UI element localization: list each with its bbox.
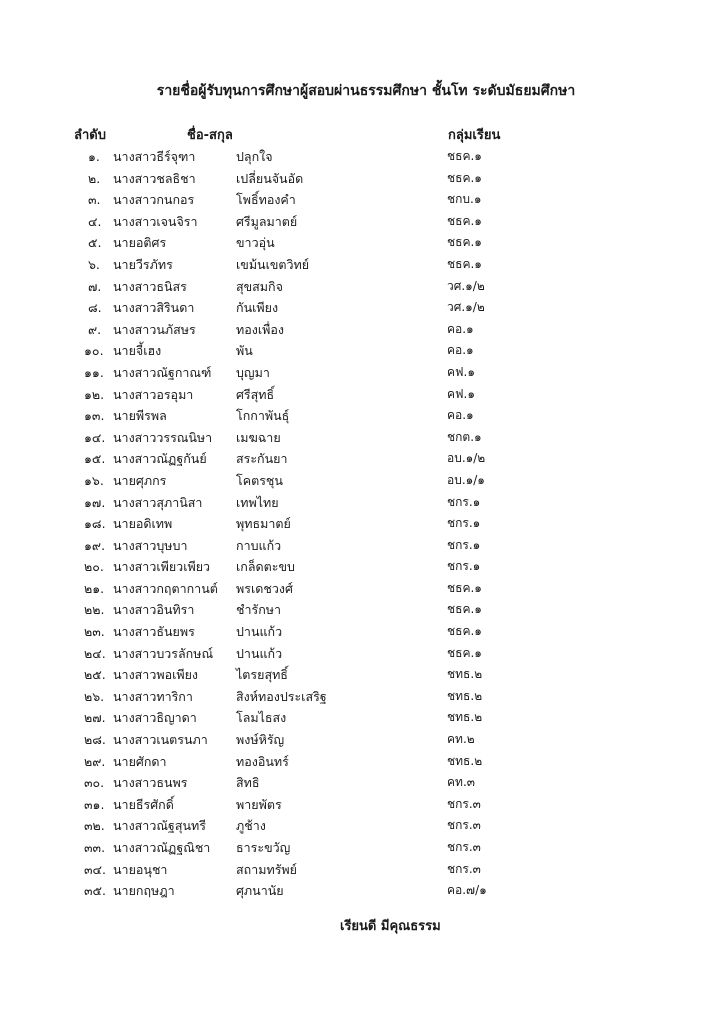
row-number: ๒๘. [84,732,106,748]
row-group: ชธค.๑ [447,149,482,163]
list-item [0,428,702,450]
list-item [0,881,702,903]
row-first-name: นางสาวธันยพร [113,624,195,640]
list-item [0,406,702,428]
list-item [0,298,702,320]
row-number: ๒๑. [84,580,105,596]
row-group: ชธค.๑ [447,624,482,639]
list-item [0,816,702,838]
list-item [0,795,702,817]
row-first-name: นางสาวบวรลักษณ์ [113,645,214,661]
row-group: ชกร.๑ [447,537,481,552]
row-number: ๖. [88,256,100,272]
row-group: ชทธ.๒ [447,710,483,725]
row-group: ชธค.๑ [447,602,482,617]
row-first-name: นางสาวเพียวเพียว [113,559,211,575]
header-name: ชื่อ-สกุล [187,128,233,143]
row-last-name: กาบแก้ว [236,537,282,553]
row-first-name: นางสาวณัฏฐณิชา [113,840,211,855]
list-item [0,320,702,342]
row-first-name: นางสาวณัฏฐกันย์ [113,451,207,467]
row-first-name: นายศักดา [113,753,167,769]
row-first-name: นางสาวเจนจิรา [113,213,198,229]
row-group: ชกร.๑ [447,559,481,574]
row-number: ๓๔. [84,861,106,877]
row-group: ชธค.๑ [447,235,482,250]
list-item [0,708,702,730]
row-group: ชกร.๑ [447,494,481,509]
row-number: ๒๐. [84,559,104,575]
row-number: ๗. [88,278,102,294]
row-group: ชธค.๑ [447,213,482,228]
row-group: ชทธ.๒ [447,688,483,703]
row-first-name: นางสาวเนตรนภา [113,732,208,748]
row-number: ๑๒. [84,386,105,402]
row-last-name: ปานแก้ว [236,645,283,661]
row-number: ๓. [88,192,101,208]
row-group: คท.๓ [447,775,475,790]
row-first-name: นางสาววรรณนิษา [113,429,213,445]
row-group: คท.๒ [447,732,475,747]
list-item [0,255,702,277]
row-number: ๘. [88,300,102,316]
row-group: อบ.๑/๒ [447,451,486,466]
row-first-name: นางสาวอินทิรา [113,602,195,618]
list-item [0,665,702,687]
row-last-name: สิทธิ [236,775,260,791]
row-last-name: เขม้นเขตวิทย์ [236,256,310,272]
list-item [0,341,702,363]
list-item [0,536,702,558]
row-last-name: สิงห์ทองประเสริฐ [236,688,327,704]
list-item [0,233,702,255]
row-last-name: บุญมา [236,364,270,380]
row-first-name: นางสาวสุภานิสา [113,494,203,510]
row-group: ชทธ.๒ [447,667,483,682]
row-last-name: เกล็ดตะขบ [236,559,295,575]
row-first-name: นายศุภกร [113,472,167,488]
row-first-name: นางสาวทาริกา [113,688,193,704]
row-group: ชกร.๓ [447,818,481,833]
row-last-name: โพธิ์ทองคำ [236,192,296,208]
row-first-name: นางสาวธนพร [113,775,188,791]
row-first-name: นางสาวธีร์จุฑา [113,149,196,164]
row-last-name: พัน [236,343,253,359]
row-number: ๒๔. [84,645,106,661]
row-number: ๑๖. [84,472,104,488]
row-group: คฟ.๑ [447,364,475,379]
row-number: ๑๙. [84,537,106,553]
list-item [0,212,702,234]
row-number: ๓๒. [84,818,105,834]
row-group: คอ.๑ [447,408,474,423]
row-number: ๓๓. [84,840,106,855]
list-item [0,600,702,622]
row-last-name: ศุภนานัย [236,883,284,899]
row-number: ๒๖. [84,688,105,704]
row-last-name: ชำรักษา [236,602,282,618]
list-item [0,449,702,471]
row-last-name: พายพัตร [236,796,282,812]
row-last-name: ทองอินทร์ [236,753,289,769]
row-first-name: นายจี้เฮง [113,343,162,359]
row-first-name: นางสาวชลธิชา [113,170,196,186]
row-first-name: นางสาวธิญาดา [113,710,197,726]
row-group: คอ.๑ [447,343,474,358]
row-group: ชกร.๓ [447,861,481,876]
row-first-name: นางสาวธนิสร [113,278,187,294]
row-number: ๑๔. [84,429,106,445]
row-last-name: ปานแก้ว [236,624,283,640]
row-group: ชกร.๑ [447,516,481,531]
row-number: ๒๕. [84,667,106,683]
document-title: รายชื่อผู้รับทุนการศึกษาผู้สอบผ่านธรรมศึกษา ชั้นโท ระดับมัธยมศึกษา [156,83,576,99]
row-number: ๑๑. [84,364,104,380]
row-first-name: นางสาวสิรินดา [113,300,195,316]
list-item [0,838,702,860]
recipient-list [0,147,702,903]
row-group: ชกร.๓ [447,796,481,811]
row-first-name: นางสาวกนกอร [113,192,195,208]
row-last-name: พุทธมาตย์ [236,516,291,532]
row-number: ๓๐. [84,775,105,791]
list-item [0,773,702,795]
row-number: ๒๙. [84,753,106,769]
row-number: ๒. [88,170,101,186]
row-last-name: สถามทรัพย์ [236,861,297,877]
list-item [0,687,702,709]
row-last-name: เปลี่ยนจันอัด [236,170,304,186]
row-first-name: นายอดิเทพ [113,516,173,532]
row-first-name: นายพีรพล [113,408,167,424]
list-item [0,514,702,536]
row-last-name: กันเพียง [236,300,279,316]
row-first-name: นางสาวณัฐสุนทรี [113,818,206,834]
row-first-name: นายวีรภัทร [113,256,173,272]
header-group: กลุ่มเรียน [448,128,501,143]
row-last-name: โกกาพันธุ์ [236,408,290,424]
row-last-name: ทองเพื่อง [236,321,284,337]
list-item [0,860,702,882]
row-last-name: ปลุกใจ [236,149,273,164]
row-number: ๑๓. [84,408,105,424]
row-group: ชกร.๓ [447,840,481,854]
row-group: คอ.๗/๑ [447,883,487,898]
list-item [0,147,702,169]
list-item [0,363,702,385]
row-first-name: นางสาวกฤตากานต์ [113,580,218,596]
row-last-name: พรเดชวงศ์ [236,580,293,596]
row-last-name: โลมไธสง [236,710,287,726]
row-last-name: ขาวอุ่น [236,235,275,251]
row-last-name: ธาระขวัญ [236,840,291,855]
row-first-name: นายอนุชา [113,861,168,877]
row-first-name: นายกฤษฎา [113,883,175,899]
row-last-name: เทพไทย [236,494,279,510]
row-last-name: ไตรยสุทธิ์ [236,667,288,683]
row-number: ๑๗. [84,494,106,510]
row-last-name: สระกันยา [236,451,288,467]
row-last-name: สุขสมกิจ [236,278,283,294]
row-first-name: นายธีรศักดิ์ [113,796,174,812]
list-item [0,277,702,299]
row-last-name: ภูช้าง [236,818,266,834]
row-last-name: เมฆฉาย [236,429,281,445]
row-first-name: นางสาวนภัสษร [113,321,196,337]
row-last-name: พงษ์หิรัญ [236,732,285,748]
row-group: ชทธ.๒ [447,753,483,768]
list-item [0,385,702,407]
row-group: คอ.๑ [447,321,474,336]
row-group: ชธค.๑ [447,580,482,595]
row-number: ๑๘. [84,516,106,532]
list-item [0,730,702,752]
row-group: วศ.๑/๒ [447,300,485,315]
list-item [0,622,702,644]
list-item [0,557,702,579]
row-number: ๙. [88,321,102,337]
row-group: ชธค.๑ [447,256,482,271]
list-item [0,169,702,191]
row-number: ๑๐. [84,343,104,359]
row-first-name: นายอติศร [113,235,167,251]
row-number: ๑. [88,149,100,164]
list-item [0,471,702,493]
row-number: ๔. [88,213,102,229]
row-group: อบ.๑/๑ [447,472,485,487]
row-number: ๒๗. [84,710,106,726]
footer-motto: เรียนดี มีคุณธรรม [340,919,441,934]
list-item [0,579,702,601]
row-last-name: ศรีมูลมาตย์ [236,213,298,229]
list-item [0,190,702,212]
header-order: ลำดับ [74,128,106,143]
list-item [0,644,702,666]
row-number: ๒๒. [84,602,105,618]
list-item [0,493,702,515]
row-first-name: นางสาวพอเพียง [113,667,199,683]
row-group: ชกบ.๑ [447,192,482,207]
row-first-name: นางสาวณัฐกาณฑ์ [113,364,212,380]
row-last-name: ศรีสุทธิ์ [236,386,275,402]
list-item [0,752,702,774]
row-number: ๒๓. [84,624,105,640]
row-last-name: โคตรชุน [236,472,283,488]
row-first-name: นางสาวอรอุมา [113,386,194,402]
row-group: ชธค.๑ [447,645,482,660]
row-number: ๓๑. [84,796,105,812]
row-number: ๑๕. [84,451,106,467]
row-group: ชกต.๑ [447,429,482,444]
row-number: ๓๕. [84,883,106,899]
row-group: วศ.๑/๒ [447,278,485,293]
row-first-name: นางสาวบุษบา [113,537,188,553]
row-group: คฟ.๑ [447,386,475,401]
row-group: ชธค.๑ [447,170,482,185]
row-number: ๕. [88,235,102,251]
